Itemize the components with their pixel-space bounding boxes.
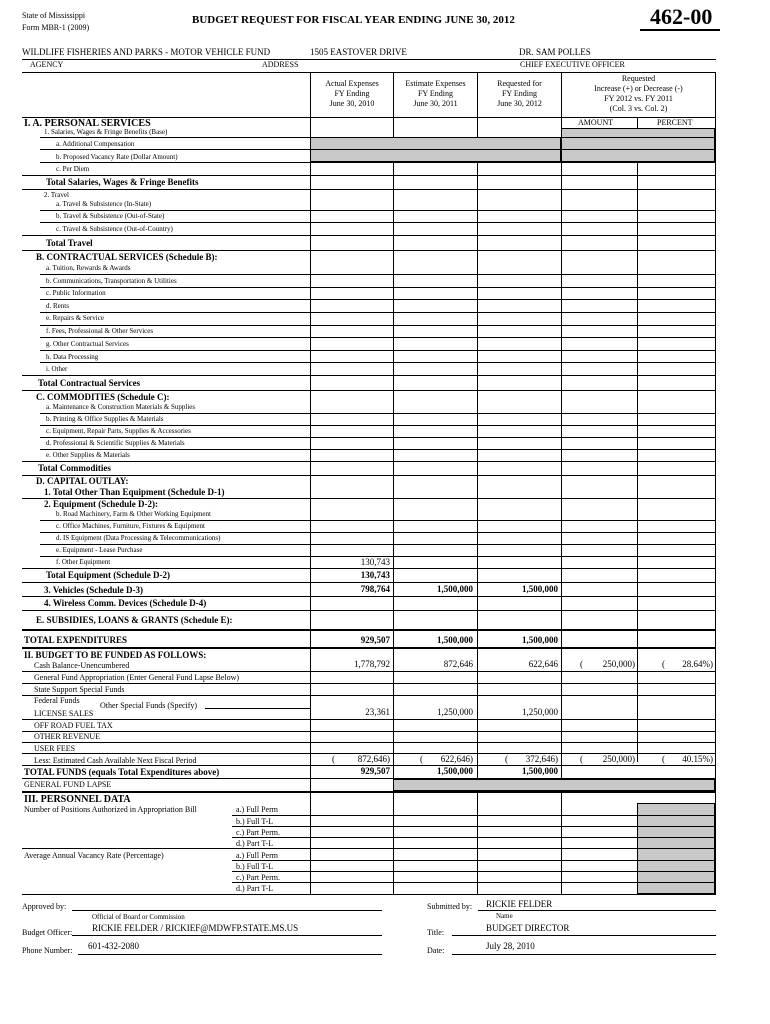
license-col3: 1,250,000 [522,707,558,717]
row-rule [22,731,716,732]
date-line [452,954,716,955]
shaded-increase-area [561,128,715,162]
row-rule [22,610,716,611]
contractual-title: B. CONTRACTUAL SERVICES (Schedule B): [36,252,218,262]
row-rule [22,848,716,849]
personnel-col-border [393,791,394,894]
personnel-col-border [715,791,716,894]
row-rule [40,312,715,313]
contractual-item: f. Fees, Professional & Other Services [46,327,154,335]
contractual-item: a. Tuition, Rewards & Awards [46,264,131,272]
personnel-col-border [310,791,311,894]
vacancy-row: b.) Full T-L [236,862,274,871]
row-rule [22,647,716,649]
budget-officer-label: Budget Officer: [22,928,73,937]
equipment-item: e. Equipment - Lease Purchase [56,546,143,554]
personnel-col-border [477,791,478,894]
less-percent: 40.15%) [682,754,713,764]
contractual-item: g. Other Contractual Services [46,340,129,348]
offroad-label: OFF ROAD FUEL TAX [34,721,113,730]
phone-value[interactable]: 601-432-2080 [88,941,139,951]
total-expenditures-col2: 1,500,000 [437,635,473,645]
cash-balance-label: Cash Balance-Unencumbered [34,661,130,670]
total-travel-label: Total Travel [46,238,93,248]
travel-outstate-label: b. Travel & Subsistence (Out-of-State) [56,212,165,220]
total-funds-col3: 1,500,000 [522,766,558,776]
row-rule [22,582,716,583]
row-rule [232,860,716,861]
less-amount-paren: ( [580,754,583,764]
title-label: Title: [427,928,445,937]
agency-label: AGENCY [30,60,64,69]
row-rule [22,778,716,779]
row-rule [40,222,715,223]
personal-services-title: I. A. PERSONAL SERVICES [24,118,151,129]
contractual-item: c. Public Information [46,289,106,297]
page-title: BUDGET REQUEST FOR FISCAL YEAR ENDING JUNE 30, 2012 [192,14,515,26]
travel-label: 2. Travel [44,191,69,199]
gf-lapse-label: GENERAL FUND LAPSE [24,780,112,789]
ceo-value: DR. SAM POLLES [519,47,591,57]
equipment-label: 2. Equipment (Schedule D-2): [44,499,159,509]
vehicles-col2: 1,500,000 [437,584,473,594]
addl-comp-label: a. Additional Compensation [56,140,135,148]
other-equipment-col1: 130,743 [360,557,390,567]
less-col2: 622,646) [440,754,473,764]
positions-row: b.) Full T-L [236,817,274,826]
commodities-item: a. Maintenance & Construction Materials & Supplies [46,403,196,411]
personnel-col-border [561,791,562,894]
row-rule [40,149,715,150]
row-rule [40,287,715,288]
title-line [452,935,716,936]
table-top-rule [22,72,716,73]
positions-row: c.) Part Perm. [236,828,280,837]
federal-funds-label: Federal Funds [34,696,80,705]
row-rule [22,175,716,176]
row-rule [22,390,716,391]
row-rule [22,894,716,895]
submitted-by-label: Submitted by: [427,902,473,911]
phone-line [78,954,382,955]
row-rule [232,882,716,883]
row-rule [40,325,715,326]
equipment-item: d. IS Equipment (Data Processing & Telecommunications) [56,534,221,542]
funding-title: II. BUDGET TO BE FUNDED AS FOLLOWS: [24,650,207,660]
less-col1: 872,646) [357,754,390,764]
vehicles-col1: 798,764 [360,584,390,594]
row-rule [40,210,715,211]
col3-header: Requested for FY Ending June 30, 2012 [497,79,542,108]
row-rule [22,695,716,696]
row-rule [22,375,716,376]
cash-amount-paren: ( [580,659,583,669]
travel-instate-label: a. Travel & Subsistence (In-State) [56,200,152,208]
approved-by-label: Approved by: [22,902,67,911]
budget-officer-line [72,935,382,936]
cash-percent: 28.64%) [682,659,713,669]
less-col1-paren: ( [332,754,335,764]
shaded-gf-lapse [393,779,715,791]
general-fund-label: General Fund Appropriation (Enter General Fund Lapse Below) [34,673,240,682]
capital-title: D. CAPITAL OUTLAY: [36,476,129,486]
row-rule [22,189,716,190]
row-rule [40,425,715,426]
col4-header: Requested Increase (+) or Decrease (-) FY 2012 vs. FY 2011 (Col. 3 vs. Col. 2) [594,74,683,113]
date-value[interactable]: July 28, 2010 [486,941,535,951]
row-rule [40,337,715,338]
commodities-title: C. COMMODITIES (Schedule C): [36,392,170,402]
approved-by-line[interactable] [72,910,382,911]
row-rule [40,299,715,300]
ceo-label: CHIEF EXECUTIVE OFFICER [520,60,625,69]
col2-header: Estimate Expenses FY Ending June 30, 2011 [405,79,466,108]
date-label: Date: [427,946,445,955]
row-rule [40,274,715,275]
perdiem-label: c. Per Diem [56,165,90,173]
col1-header: Actual Expenses FY Ending June 30, 2010 [325,79,379,108]
positions-row: a.) Full Perm [236,805,278,814]
budget-officer-value[interactable]: RICKIE FELDER / RICKIEF@MDWFP.STATE.MS.US [92,923,299,933]
title-value[interactable]: BUDGET DIRECTOR [486,923,570,933]
row-rule [22,461,716,462]
row-rule [40,449,715,450]
row-rule [40,520,715,521]
row-rule [22,791,716,793]
submitted-line [478,910,716,911]
positions-row: d.) Part T-L [236,839,274,848]
row-rule [22,250,716,251]
user-fees-label: USER FEES [34,744,76,753]
license-col2: 1,250,000 [437,707,473,717]
contractual-item: d. Rents [46,302,69,310]
commodities-item: c. Equipment, Repair Parts, Supplies & Accessories [46,427,191,435]
contractual-item: b. Communications, Transportation & Utilities [46,277,177,285]
row-rule [40,413,715,414]
total-funds-col2: 1,500,000 [437,766,473,776]
less-col3-paren: ( [505,754,508,764]
vacancy-row: c.) Part Perm. [236,873,280,882]
total-equipment-label: Total Equipment (Schedule D-2) [46,570,170,580]
less-amount: 250,000) [602,754,635,764]
phone-label: Phone Number: [22,946,73,955]
row-rule [22,568,716,569]
form-number: 462-00 [650,4,713,29]
address-label: ADDRESS [262,60,299,69]
row-rule [40,162,715,163]
row-rule [22,671,716,672]
table-right-border [715,72,716,803]
salaries-label: 1. Salaries, Wages & Fringe Benefits (Base) [44,128,168,136]
vacancy-rate-label: Average Annual Vacancy Rate (Percentage) [24,851,164,860]
vacancy-row: d.) Part T-L [236,884,274,893]
total-contractual-label: Total Contractual Services [38,378,141,388]
total-expenditures-col3: 1,500,000 [522,635,558,645]
row-rule [40,350,715,351]
subsidies-label: E. SUBSIDIES, LOANS & GRANTS (Schedule E): [36,615,233,625]
row-rule [22,596,716,597]
row-rule [22,629,716,631]
state-name: State of Mississippi [22,11,86,20]
total-expenditures-col1: 929,507 [360,635,390,645]
form-number-underline [640,29,720,31]
equipment-item: c. Office Machines, Furniture, Fixtures & Equipment [56,522,205,530]
less-estimated-label: Less: Estimated Cash Available Next Fiscal Period [34,756,197,765]
commodities-item: d. Professional & Scientific Supplies & Materials [46,439,185,447]
row-rule [232,815,716,816]
row-rule [232,837,716,838]
row-rule [22,683,716,684]
equipment-item: b. Road Machinery, Farm & Other Working Equipment [56,510,211,518]
total-funds-col1: 929,507 [360,766,390,776]
less-col3: 372,646) [525,754,558,764]
equipment-item: f. Other Equipment [56,558,111,566]
total-expenditures-label: TOTAL EXPENDITURES [24,635,127,645]
cash-col3: 622,646 [528,659,558,669]
cash-percent-paren: ( [662,659,665,669]
less-col2-paren: ( [420,754,423,764]
row-rule [22,742,716,743]
less-percent-paren: ( [662,754,665,764]
row-rule [40,532,715,533]
row-rule [22,719,716,720]
other-special-line [205,708,310,709]
commodities-item: e. Other Supplies & Materials [46,451,130,459]
col5-left-border [637,117,638,762]
agency-value: WILDLIFE FISHERIES AND PARKS - MOTOR VEHICLE FUND [22,47,271,57]
vacancy-row: a.) Full Perm [236,851,278,860]
positions-label: Number of Positions Authorized in Appropriation Bill [24,805,197,814]
row-rule [232,871,716,872]
wireless-label: 4. Wireless Comm. Devices (Schedule D-4) [44,598,207,608]
contractual-item: e. Repairs & Service [46,314,104,322]
vehicles-col3: 1,500,000 [522,584,558,594]
total-commodities-label: Total Commodities [38,463,111,473]
row-rule [22,235,716,236]
form-id: Form MBR-1 (2009) [22,23,90,32]
contractual-item: h. Data Processing [46,353,99,361]
submitted-by-value[interactable]: RICKIE FELDER [486,899,553,909]
address-value: 1505 EASTOVER DRIVE [310,47,407,57]
total-equipment-col1: 130,743 [360,570,390,580]
cash-amount: 250,000) [602,659,635,669]
travel-outcountry-label: c. Travel & Subsistence (Out-of-Country) [56,225,173,233]
other-revenue-label: OTHER REVENUE [34,732,100,741]
cash-col2: 872,646 [443,659,473,669]
license-col1: 23,361 [365,707,390,717]
vehicles-label: 3. Vehicles (Schedule D-3) [44,585,143,595]
official-label: Official of Board or Commission [92,913,185,921]
vacancy-label: b. Proposed Vacancy Rate (Dollar Amount) [56,153,178,161]
license-sales-label: LICENSE SALES [34,709,94,718]
amount-header: AMOUNT [578,118,614,127]
row-rule [232,826,716,827]
other-special-label: Other Special Funds (Specify) [100,701,198,710]
percent-header: PERCENT [657,118,693,127]
contractual-item: i. Other [46,365,68,373]
name-label: Name [496,912,513,920]
row-rule [40,544,715,545]
state-support-label: State Support Special Funds [34,685,125,694]
row-rule [40,137,715,138]
row-rule [40,437,715,438]
total-salaries-label: Total Salaries, Wages & Fringe Benefits [46,177,199,187]
row-rule [40,362,715,363]
total-funds-label: TOTAL FUNDS (equals Total Expenditures above) [24,767,220,777]
other-than-equipment-label: 1. Total Other Than Equipment (Schedule D-1) [44,487,225,497]
commodities-item: b. Printing & Office Supplies & Materials [46,415,164,423]
cash-col1: 1,778,792 [354,659,390,669]
personnel-title: III. PERSONNEL DATA [24,794,131,805]
